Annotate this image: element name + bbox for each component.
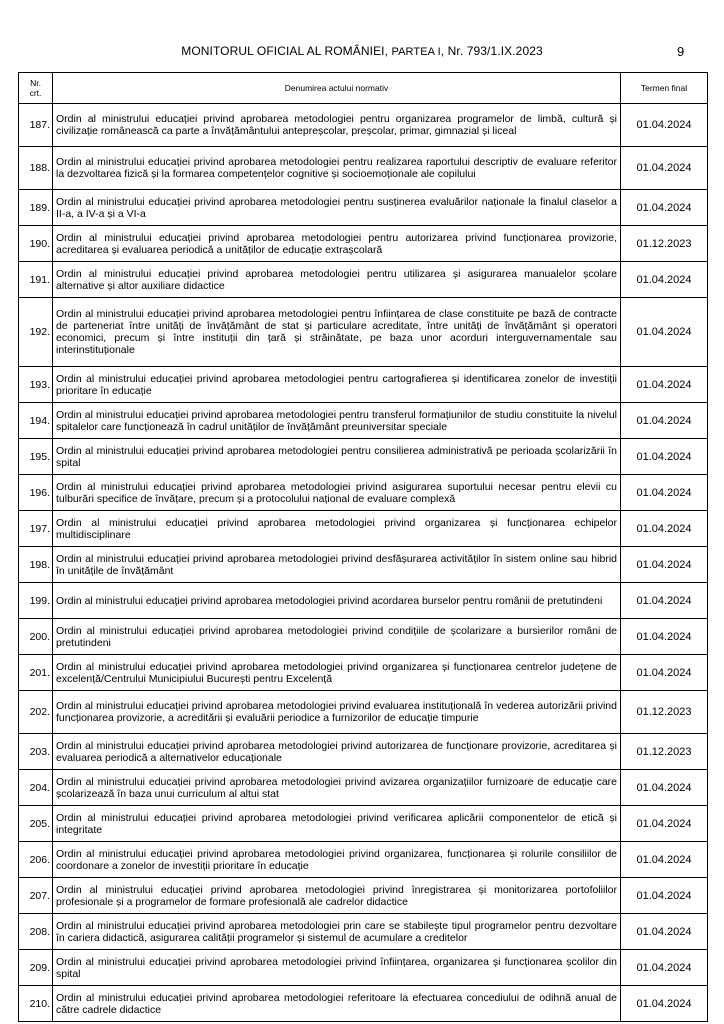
act-name: Ordin al ministrului educației privind aprobarea metodologiei privind organizarea, funcționarea și rolurile consiliilor de coordonare a zonelor de investiții prioritare în educație	[53, 842, 621, 878]
deadline: 01.04.2024	[621, 842, 708, 878]
act-name: Ordin al ministrului educației privind aprobarea metodologiei privind condițiile de școlarizare a bursierilor români de pretutindeni	[53, 619, 621, 655]
table-row	[19, 691, 708, 734]
act-name: Ordin al ministrului educației privind aprobarea metodologiei privind evaluarea instituțională în vederea autorizării privind funcționarea provizorie, a acreditării și evaluării periodice a furnizorilor de educație timpurie	[53, 691, 621, 734]
page-number: 9	[677, 44, 685, 59]
table-row	[19, 367, 708, 403]
deadline: 01.04.2024	[621, 619, 708, 655]
table-row	[19, 439, 708, 475]
row-number: 209.	[19, 950, 53, 986]
deadline: 01.04.2024	[621, 806, 708, 842]
table-row	[19, 547, 708, 583]
deadline: 01.12.2023	[621, 691, 708, 734]
row-number: 195.	[19, 439, 53, 475]
table-body	[19, 104, 708, 1022]
deadline: 01.04.2024	[621, 104, 708, 147]
act-name: Ordin al ministrului educației privind aprobarea metodologiei privind avizarea organizațiilor furnizoare de educație care școlarizează în baza unui curriculum al altui stat	[53, 770, 621, 806]
deadline: 01.04.2024	[621, 511, 708, 547]
table-row	[19, 298, 708, 367]
act-name: Ordin al ministrului educației privind aprobarea metodologiei privind desfășurarea activităților în sistem online sau hibrid în unitățile de învățământ	[53, 547, 621, 583]
deadline: 01.04.2024	[621, 475, 708, 511]
act-name: Ordin al ministrului educației privind aprobarea metodologiei privind verificarea aplicării componentelor de etică și integritate	[53, 806, 621, 842]
row-number: 197.	[19, 511, 53, 547]
row-number: 207.	[19, 878, 53, 914]
deadline: 01.04.2024	[621, 147, 708, 190]
column-header-nr: Nr. crt.	[19, 73, 53, 104]
row-number: 210.	[19, 986, 53, 1022]
deadline: 01.04.2024	[621, 547, 708, 583]
deadline: 01.04.2024	[621, 950, 708, 986]
act-name: Ordin al ministrului educației privind aprobarea metodologiei prin care se stabilește tipul programelor pentru dezvoltare în cariera didactică, asigurarea calității programelor și sistemul de acumulare a creditelor	[53, 914, 621, 950]
row-number: 188.	[19, 147, 53, 190]
row-number: 204.	[19, 770, 53, 806]
row-number: 202.	[19, 691, 53, 734]
act-name: Ordin al ministrului educației privind aprobarea metodologiei privind înregistrarea și monitorizarea portofoliilor profesionale și a programelor de formare profesională ale cadrelor didactice	[53, 878, 621, 914]
row-number: 201.	[19, 655, 53, 691]
row-number: 205.	[19, 806, 53, 842]
act-name: Ordin al ministrului educației privind aprobarea metodologiei pentru cartografierea și identificarea zonelor de investiții prioritare în educație	[53, 367, 621, 403]
deadline: 01.04.2024	[621, 439, 708, 475]
row-number: 193.	[19, 367, 53, 403]
row-number: 187.	[19, 104, 53, 147]
column-header-name: Denumirea actului normativ	[53, 73, 621, 104]
row-number: 199.	[19, 583, 53, 619]
deadline: 01.04.2024	[621, 878, 708, 914]
act-name: Ordin al ministrului educației privind aprobarea metodologiei pentru organizarea programelor de limbă, cultură și civilizație românească ca parte a învățământului antepreșcolar, preșcolar, primar, gimnazial și liceal	[53, 104, 621, 147]
publication-title: MONITORUL OFICIAL AL ROMÂNIEI, PARTEA I, Nr. 793/1.IX.2023	[181, 44, 543, 58]
act-name: Ordin al ministrului educației privind aprobarea metodologiei pentru autorizarea privind funcționarea provizorie, acreditarea și evaluarea periodică a unităților de educație extrașcolară	[53, 226, 621, 262]
row-number: 203.	[19, 734, 53, 770]
table-row	[19, 842, 708, 878]
row-number: 191.	[19, 262, 53, 298]
table-row	[19, 770, 708, 806]
act-name: Ordin al ministrului educației privind aprobarea metodologiei pentru înființarea de clase constituite pe bază de contracte de parteneriat între unități de învățământ de stat și particulare acreditate, între unități de învățământ și operatori economici, precum și între instituții din țară și străinătate, pe baza unor acorduri interguvernamentale sau interinstituționale	[53, 298, 621, 367]
deadline: 01.04.2024	[621, 583, 708, 619]
table-row	[19, 655, 708, 691]
act-name: Ordin al ministrului educației privind aprobarea metodologiei pentru consilierea administrativă pe perioada școlarizării în spital	[53, 439, 621, 475]
table-header-row	[19, 73, 708, 104]
act-name: Ordin al ministrului educației privind aprobarea metodologiei pentru transferul formațiunilor de studiu constituite la nivelul spitalelor care funcționează în cadrul unităților de învățământ preuniversitar speciale	[53, 403, 621, 439]
table-row	[19, 806, 708, 842]
act-name: Ordin al ministrului educației privind aprobarea metodologiei privind asigurarea suportului necesar pentru elevii cu tulburări specifice de învățare, precum și a protocolului național de evaluare complexă	[53, 475, 621, 511]
deadline: 01.04.2024	[621, 262, 708, 298]
act-name: Ordin al ministrului educației privind aprobarea metodologiei privind organizarea și funcționarea centrelor județene de excelență/Centrului Municipiului București pentru Excelență	[53, 655, 621, 691]
row-number: 196.	[19, 475, 53, 511]
act-name: Ordin al ministrului educației privind aprobarea metodologiei privind organizarea și funcționarea echipelor multidisciplinare	[53, 511, 621, 547]
deadline: 01.04.2024	[621, 367, 708, 403]
column-header-term: Termen final	[621, 73, 708, 104]
deadline: 01.04.2024	[621, 770, 708, 806]
row-number: 190.	[19, 226, 53, 262]
row-number: 194.	[19, 403, 53, 439]
deadline: 01.12.2023	[621, 734, 708, 770]
table-row	[19, 147, 708, 190]
act-name: Ordin al ministrului educației privind aprobarea metodologiei pentru utilizarea și asigurarea manualelor școlare alternative și altor auxiliare didactice	[53, 262, 621, 298]
act-name: Ordin al ministrului educației privind aprobarea metodologiei referitoare la efectuarea concediului de odihnă anual de către cadrele didactice	[53, 986, 621, 1022]
act-name: Ordin al ministrului educației privind aprobarea metodologiei pentru realizarea raportului descriptiv de evaluare referitor la dezvoltarea fizică și la formarea competențelor cognitive și socioemoționale ale copilului	[53, 147, 621, 190]
act-name: Ordin al ministrului educației privind aprobarea metodologiei privind înființarea, organizarea și funcționarea școlilor din spital	[53, 950, 621, 986]
deadline: 01.12.2023	[621, 226, 708, 262]
deadline: 01.04.2024	[621, 190, 708, 226]
act-name: Ordin al ministrului educației privind aprobarea metodologiei privind autorizarea de funcționare provizorie, acreditarea și evaluarea periodică a alternativelor educaționale	[53, 734, 621, 770]
table-row	[19, 914, 708, 950]
row-number: 208.	[19, 914, 53, 950]
table-row	[19, 403, 708, 439]
deadline: 01.04.2024	[621, 403, 708, 439]
page-header	[0, 44, 724, 62]
table-row	[19, 950, 708, 986]
table-row	[19, 226, 708, 262]
acts-table	[18, 72, 708, 1022]
table-row	[19, 262, 708, 298]
table-row	[19, 878, 708, 914]
table-row	[19, 583, 708, 619]
deadline: 01.04.2024	[621, 655, 708, 691]
deadline: 01.04.2024	[621, 986, 708, 1022]
table-row	[19, 190, 708, 226]
row-number: 192.	[19, 298, 53, 367]
row-number: 198.	[19, 547, 53, 583]
row-number: 189.	[19, 190, 53, 226]
table-row	[19, 511, 708, 547]
table-row	[19, 104, 708, 147]
table-row	[19, 986, 708, 1022]
table-row	[19, 734, 708, 770]
deadline: 01.04.2024	[621, 298, 708, 367]
table-row	[19, 619, 708, 655]
act-name: Ordin al ministrului educației privind aprobarea metodologiei privind acordarea burselor pentru românii de pretutindeni	[53, 583, 621, 619]
table-row	[19, 475, 708, 511]
deadline: 01.04.2024	[621, 914, 708, 950]
row-number: 200.	[19, 619, 53, 655]
row-number: 206.	[19, 842, 53, 878]
act-name: Ordin al ministrului educației privind aprobarea metodologiei pentru susținerea evaluărilor naționale la finalul claselor a II-a, a IV-a și a VI-a	[53, 190, 621, 226]
